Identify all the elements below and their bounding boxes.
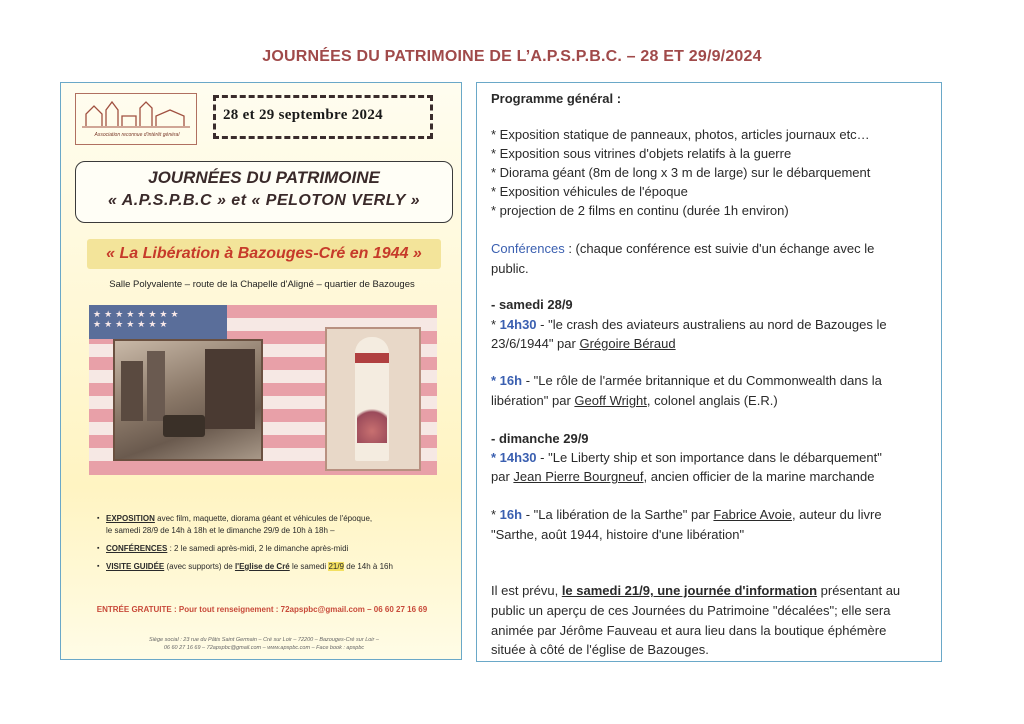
head-office-text: Siège social : 23 rue du Pâtis Saint Germain – Cré sur Loir – 72200 – Bazouges-Cré sur Loir – 06 60 27 16 69 – 72apspbc@gmail.com – www.apspbc.com – Face book : apspbc xyxy=(149,637,379,651)
conferences-line1: Conférences : (chaque conférence est suivie d'un échange avec le xyxy=(491,241,875,256)
conf1-line2: 23/6/1944" par Grégoire Béraud xyxy=(491,336,676,351)
liberation-banner xyxy=(87,239,441,269)
day-saturday: - samedi 28/9 xyxy=(491,297,573,312)
info-line1: Il est prévu, le samedi 21/9, une journée d'information présentant au xyxy=(491,583,901,598)
free-entry-text: ENTRÉE GRATUITE : Pour tout renseignement : 72apspbc@gmail.com – 06 60 27 16 69 xyxy=(96,605,428,614)
poster-title-line2: « A.P.S.P.B.C » et « PELOTON VERLY » xyxy=(107,192,421,209)
event-poster xyxy=(60,82,462,660)
info-line4: située à côté de l'église de Bazouges. xyxy=(491,642,709,657)
bullet-conferences: ▪ CONFÉRENCES : 2 le samedi après-midi, 2 le dimanche après-midi xyxy=(97,543,447,555)
monument-poster-image xyxy=(325,327,421,471)
info-line2: public un aperçu de ces Journées du Patrimoine "décalées"; elle sera xyxy=(491,603,891,618)
poster-title-line1: JOURNÉES DU PATRIMOINE xyxy=(148,168,380,187)
flag-canton: ★★★★★★★★ ★★★★★★★ xyxy=(89,305,227,339)
program-item: * Exposition statique de panneaux, photos, articles journaux etc… xyxy=(491,127,870,142)
liberation-banner-text: « La Libération à Bazouges-Cré en 1944 » xyxy=(106,245,422,262)
bullet-visite: ▪ VISITE GUIDÉE (avec supports) de l'Eglise de Cré le samedi 21/9 de 14h à 16h xyxy=(97,561,447,573)
conf3-line1: * 14h30 - "Le Liberty ship et son importance dans le débarquement" xyxy=(491,450,882,465)
program-item: * Exposition sous vitrines d'objets relatifs à la guerre xyxy=(491,146,792,161)
conf4-line2: "Sarthe, août 1944, histoire d'une libération" xyxy=(491,527,745,542)
conf1-line1: * 14h30 - "le crash des aviateurs australiens au nord de Bazouges le xyxy=(491,317,887,332)
program-item: * Diorama géant (8m de long x 3 m de large) sur le débarquement xyxy=(491,165,871,180)
conf3-line2: par Jean Pierre Bourgneuf, ancien officier de la marine marchande xyxy=(491,469,875,484)
association-logo xyxy=(75,93,197,145)
day-sunday: - dimanche 29/9 xyxy=(491,431,589,446)
dates-box xyxy=(213,95,433,139)
village-drawing-icon xyxy=(82,98,190,130)
program-heading: Programme général : xyxy=(491,91,622,106)
bullet-exposition: ▪ EXPOSITION avec film, maquette, diorama géant et véhicules de l'époque, le samedi 28/9 de 14h à 18h et le dimanche 29/9 de 10h à 18h – xyxy=(97,513,447,537)
conf2-line1: * 16h - "Le rôle de l'armée britannique et du Commonwealth dans la xyxy=(491,373,882,388)
program-item: * Exposition véhicules de l'époque xyxy=(491,184,688,199)
conf2-line2: libération" par Geoff Wright, colonel anglais (E.R.) xyxy=(491,393,778,408)
american-flag-image xyxy=(89,305,437,475)
program-panel xyxy=(476,82,942,662)
info-line3: animée par Jérôme Fauveau et aura lieu dans la boutique éphémère xyxy=(491,623,887,638)
jeep-shape xyxy=(163,415,205,437)
conferences-line2: public. xyxy=(491,261,529,276)
poster-title-box xyxy=(75,161,453,223)
poster-bullets xyxy=(97,513,447,579)
logo-caption: Association reconnue d'intérêt général xyxy=(94,132,180,138)
program-item: * projection de 2 films en continu (durée 1h environ) xyxy=(491,203,789,218)
event-dates: 28 et 29 septembre 2024 xyxy=(223,107,383,123)
conf4-line1: * 16h - "La libération de la Sarthe" par Fabrice Avoie, auteur du livre xyxy=(491,507,882,522)
page-title: JOURNÉES DU PATRIMOINE DE L’A.P.S.P.B.C. – 28 ET 29/9/2024 xyxy=(262,48,762,65)
venue-text: Salle Polyvalente – route de la Chapelle d'Aligné – quartier de Bazouges xyxy=(109,279,415,290)
liberation-photo xyxy=(113,339,263,461)
